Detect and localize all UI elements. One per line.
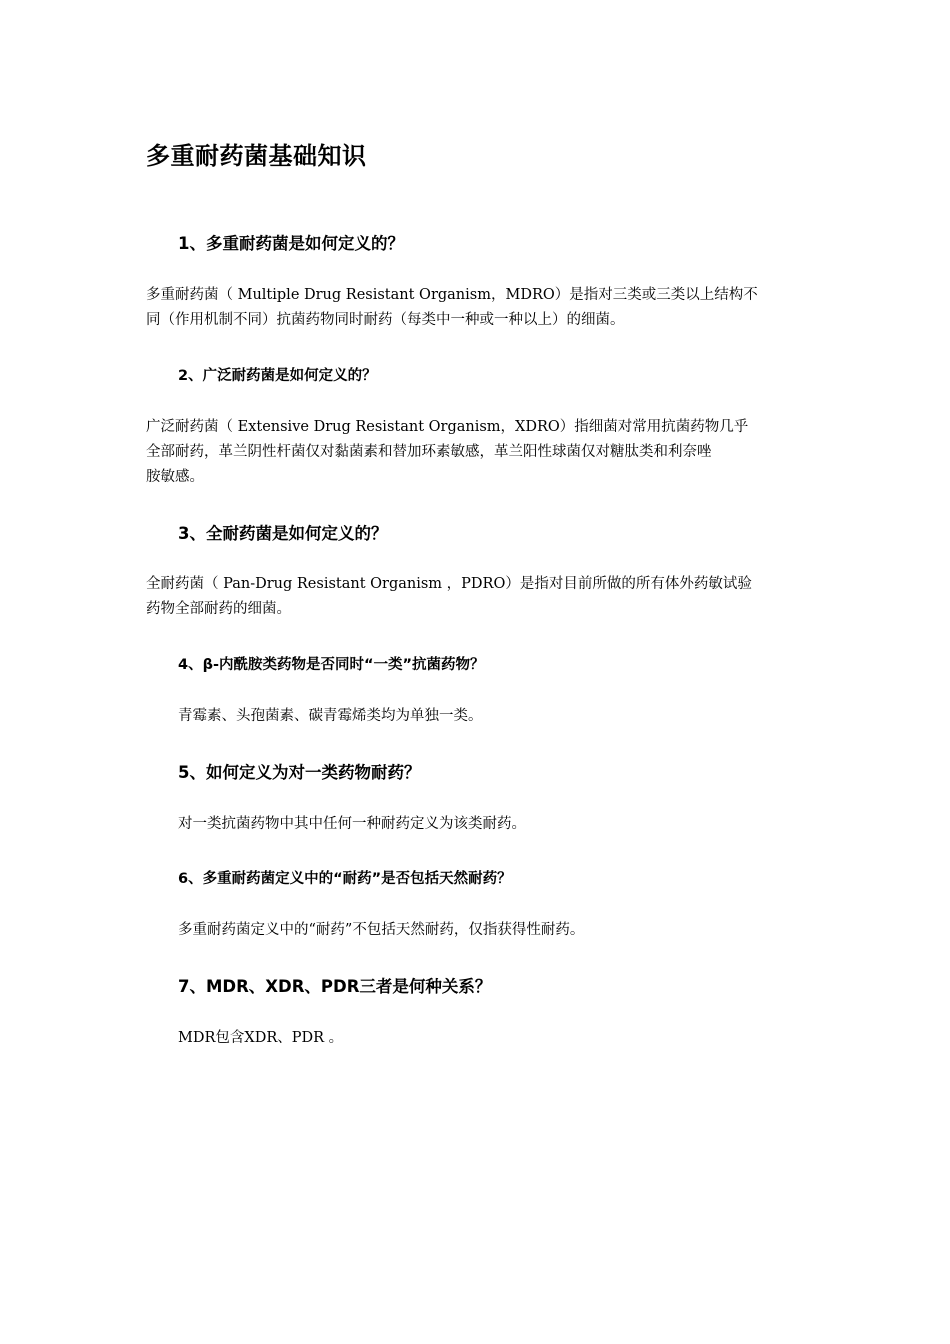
answer-2-line-3: 胺敏感。 <box>146 469 204 485</box>
answer-7: MDR包含XDR、PDR 。 <box>178 1030 344 1046</box>
question-1: 1、多重耐药菌是如何定义的？ <box>178 234 404 253</box>
answer-1-line-1: 多重耐药菌（ Multiple Drug Resistant Organism，MDRO）是指对三类或三类以上结构不 <box>146 287 758 303</box>
question-4: 4、β-内酰胺类药物是否同时“一类”抗菌药物？ <box>178 657 485 673</box>
answer-4: 青霉素、头孢菌素、碳青霉烯类均为单独一类。 <box>178 708 483 724</box>
answer-5: 对一类抗菌药物中其中任何一种耐药定义为该类耐药。 <box>178 816 526 832</box>
answer-6: 多重耐药菌定义中的“耐药”不包括天然耐药，仅指获得性耐药。 <box>178 922 585 938</box>
question-5: 5、如何定义为对一类药物耐药？ <box>178 763 421 782</box>
question-2: 2、广泛耐药菌是如何定义的？ <box>178 368 377 384</box>
answer-3-line-2: 药物全部耐药的细菌。 <box>146 601 291 617</box>
answer-1-line-2: 同（作用机制不同）抗菌药物同时耐药（每类中一种或一种以上）的细菌。 <box>146 312 625 328</box>
question-3: 3、全耐药菌是如何定义的？ <box>178 524 388 543</box>
question-6: 6、多重耐药菌定义中的“耐药”是否包括天然耐药？ <box>178 871 512 887</box>
question-7: 7、MDR、XDR、PDR三者是何种关系？ <box>178 977 492 996</box>
answer-3-line-1: 全耐药菌（ Pan-Drug Resistant Organism ，PDRO）是指对目前所做的所有体外药敏试验 <box>146 576 752 592</box>
answer-2-line-1: 广泛耐药菌（ Extensive Drug Resistant Organism，XDRO）指细菌对常用抗菌药物几乎 <box>146 419 749 435</box>
page-title: 多重耐药菌基础知识 <box>146 142 367 170</box>
answer-2-line-2: 全部耐药，革兰阴性杆菌仅对黏菌素和替加环素敏感，革兰阳性球菌仅对糖肽类和利奈唑 <box>146 444 712 460</box>
